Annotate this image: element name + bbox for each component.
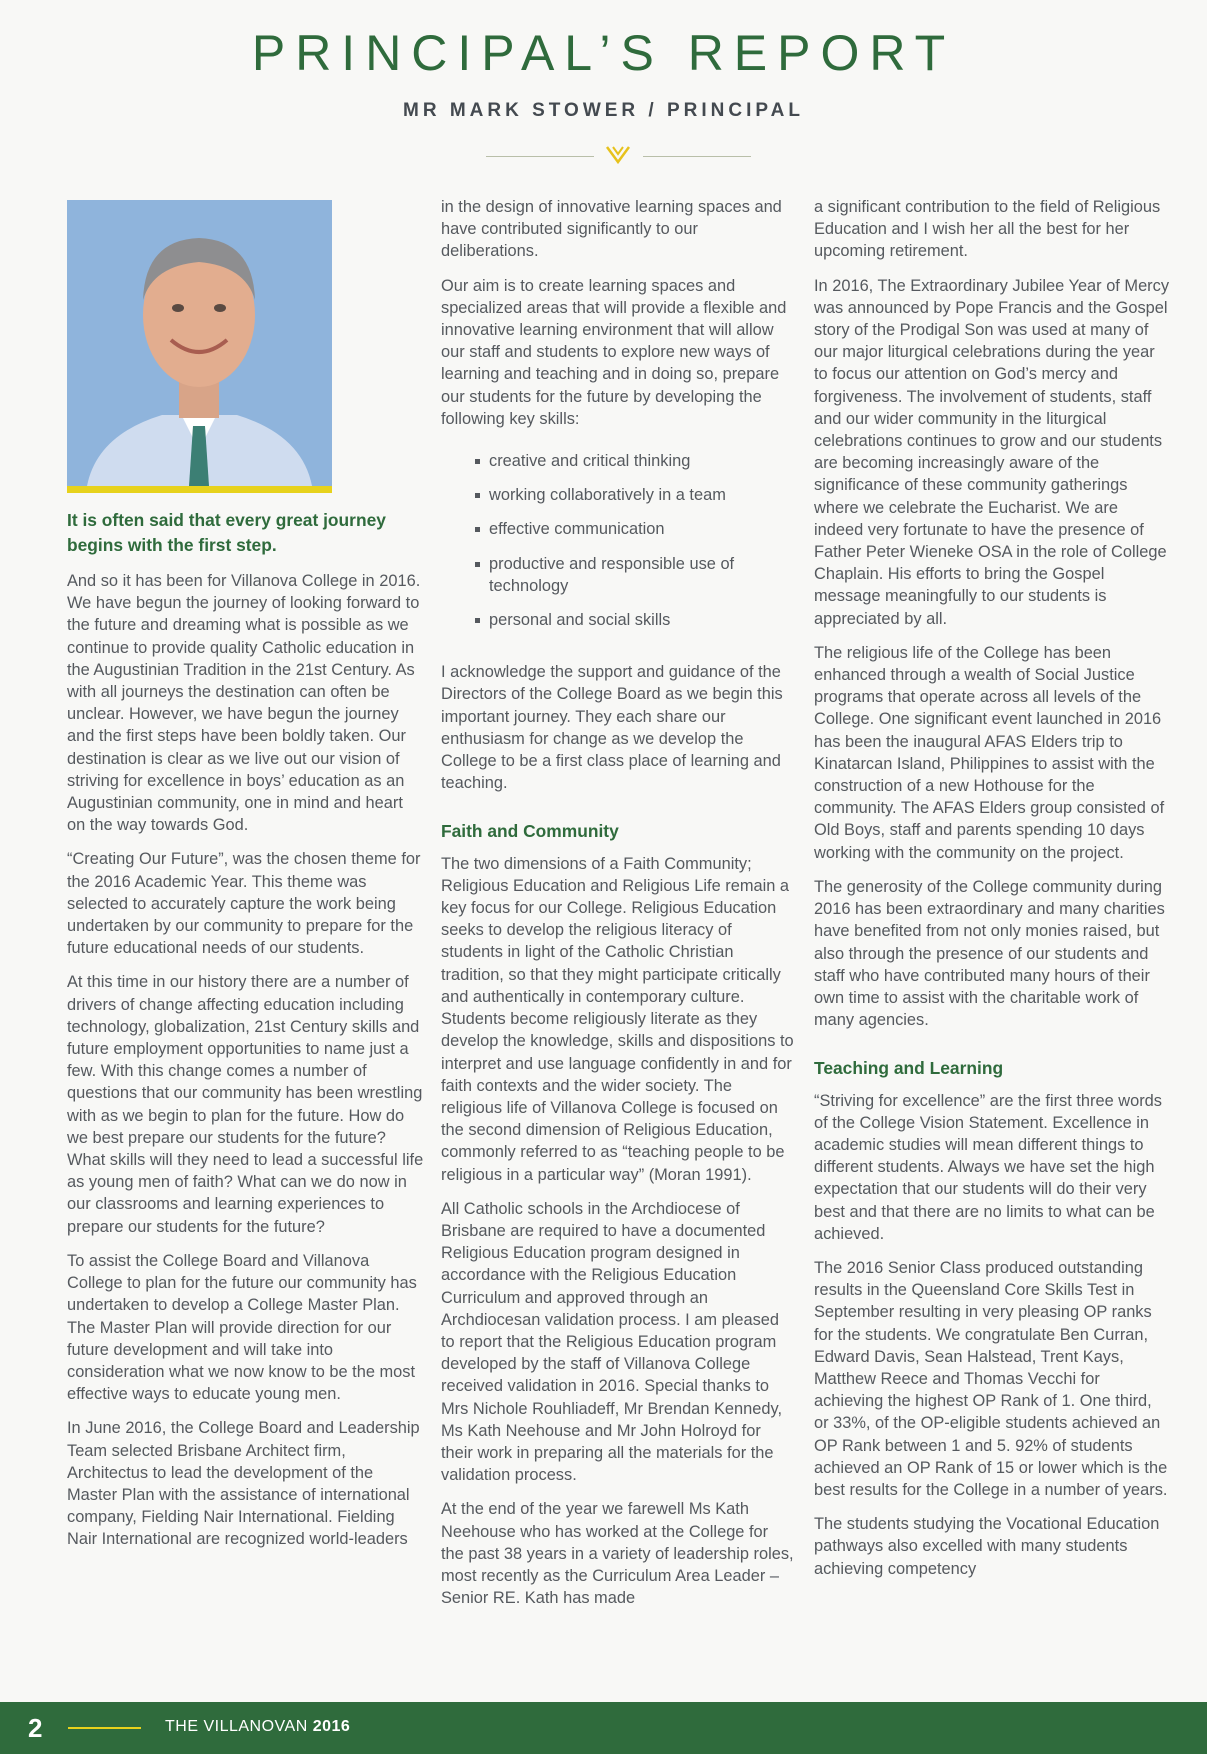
key-skills-list — [441, 450, 795, 631]
column-2 — [441, 196, 795, 1621]
paragraph: The generosity of the College community during 2016 has been extraordinary and many charities have benefited from not only monies raised, but also through the presence of our students and staff who have contributed many hours of their own time to assist with the charitable work of many agencies. — [814, 877, 1165, 1030]
paragraph: I acknowledge the support and guidance of the Directors of the College Board as we begin this important journey. They each share our enthusiasm for change as we develop the College to be a first class place of learning and teaching. — [441, 663, 783, 793]
list-item: creative and critical thinking — [475, 450, 795, 472]
paragraph: in the design of innovative learning spaces and have contributed significantly to our deliberations. — [441, 198, 782, 261]
page-title: PRINCIPAL’S REPORT — [251, 25, 956, 81]
paragraph: At this time in our history there are a number of drivers of change affecting education including technology, globalization, 21st Century skills and future employment opportunities to name just a few. With this change comes a number of questions that our community has been wrestling with as we begin to plan for the future. How do we best prepare our students for the future? What skills will they need to lead a successful life as young men of faith? What can we do now in our classrooms and learning experiences to prepare our students for the future? — [67, 973, 424, 1236]
page-number: 2 — [28, 1713, 43, 1743]
column-3 — [814, 196, 1170, 1592]
list-item: personal and social skills — [475, 609, 795, 631]
principal-portrait-icon — [67, 200, 332, 486]
paragraph: To assist the College Board and Villanova College to plan for the future our community has undertaken to develop a College Master Plan. The Master Plan will provide direction for our future development and will take into consideration what we now know to be the most effective ways to educate young men. — [67, 1251, 417, 1404]
list-item: productive and responsible use of technology — [475, 553, 795, 597]
paragraph: The religious life of the College has been enhanced through a wealth of Social Justice programs that operate across all levels of the College. One significant event launched in 2016 has been the inaugural AFAS Elders trip to Kinatarcan Island, Philippines to assist with the construction of a new Hothouse for the community. The AFAS Elders group consisted of Old Boys, staff and parents spending 10 days working with the community on the project. — [814, 643, 1165, 862]
paragraph: “Striving for excellence” are the first three words of the College Vision Statement. Excellence in academic studies will mean different things to different students. Always we have set the high expectation that our students will do their very best and that there are no limits to what can be achieved. — [814, 1091, 1162, 1243]
footer-rule — [68, 1727, 141, 1729]
section-heading-faith: Faith and Community — [441, 821, 619, 842]
list-item: working collaboratively in a team — [475, 484, 795, 506]
lead-quote: It is often said that every great journey begins with the first step. — [67, 510, 386, 555]
paragraph: Our aim is to create learning spaces and specialized areas that will provide a flexible and innovative learning environment that will allow our staff and students to explore new ways of learning and teaching and in doing so, prepare our students for the future by developing the following key skills: — [441, 276, 787, 428]
publication-title: THE VILLANOVAN — [165, 1718, 308, 1735]
page-footer — [0, 1702, 1207, 1754]
v-emblem-icon — [604, 144, 632, 164]
ornament-rule-right — [643, 156, 751, 157]
paragraph: a significant contribution to the field of Religious Education and I wish her all the best for her upcoming retirement. — [814, 198, 1161, 261]
publication-year: 2016 — [312, 1718, 351, 1735]
paragraph: “Creating Our Future”, was the chosen theme for the 2016 Academic Year. This theme was selected to accurately capture the work being undertaken by our community to prepare for the future educational needs of our students. — [67, 850, 421, 958]
publication-name — [165, 1718, 350, 1736]
paragraph: In June 2016, the College Board and Leadership Team selected Brisbane Architect firm, Architectus to lead the development of the Master Plan with the assistance of international company, Fielding Nair International. Fielding Nair International are recognized world-leaders — [67, 1419, 420, 1549]
paragraph: And so it has been for Villanova College in 2016. We have begun the journey of looking forward to the future and dreaming what is possible as we continue to provide quality Catholic education in the Augustinian Tradition in the 21st Century. As with all journeys the destination can often be unclear. However, we have begun the journey and the first steps have been boldly taken. Our destination is clear as we live out our vision of striving for excellence in boys’ education as an Augustinian community, one in mind and heart on the way towards God. — [67, 572, 421, 835]
paragraph: All Catholic schools in the Archdiocese of Brisbane are required to have a documented Religious Education program designed in accordance with the Religious Education Curriculum and approved through an Archdiocesan validation process. I am pleased to report that the Religious Education program developed by the staff of Villanova College received validation in 2016. Special thanks to Mrs Nichole Rouhliadeff, Mr Brendan Kennedy, Ms Kath Neehouse and Mr John Holroyd for their work in preparing all the materials for the validation process. — [441, 1199, 783, 1485]
principal-photo — [67, 200, 332, 493]
author-byline: MR MARK STOWER / PRINCIPAL — [403, 100, 804, 121]
paragraph: The two dimensions of a Faith Community; Religious Education and Religious Life remain a key focus for our College. Religious Education seeks to develop the religious literacy of students in light of the Catholic Christian tradition, so that they might participate critically and authentically in contemporary culture. Students become religiously literate as they develop the knowledge, skills and dispositions to interpret and use language confidently in and for faith contexts and the wider society. The religious life of Villanova College is focused on the second dimension of Religious Education, commonly referred to as “teaching people to be religious in a particular way” (Moran 1991). — [441, 854, 794, 1184]
column-1 — [67, 508, 424, 1563]
title-ornament — [486, 142, 751, 168]
paragraph: The students studying the Vocational Education pathways also excelled with many students achieving competency — [814, 1515, 1160, 1578]
paragraph: In 2016, The Extraordinary Jubilee Year of Mercy was announced by Pope Francis and the Gospel story of the Prodigal Son was used at many of our major liturgical celebrations during the year to focus our attention on God’s mercy and forgiveness. The involvement of students, staff and our wider community in the liturgical celebrations continues to grow and our students are becoming increasingly aware of the significance of these community gatherings where we celebrate the Eucharist. We are indeed very fortunate to have the presence of Father Peter Wieneke OSA in the role of College Chaplain. His efforts to bring the Gospel message meaningfully to our students is appreciated by all. — [814, 276, 1170, 628]
paragraph: At the end of the year we farewell Ms Kath Neehouse who has worked at the College for the past 38 years in a variety of leadership roles, most recently as the Curriculum Area Leader – Senior RE. Kath has made — [441, 1500, 794, 1608]
ornament-rule-left — [486, 156, 594, 157]
section-heading-teaching: Teaching and Learning — [814, 1058, 1004, 1079]
paragraph: The 2016 Senior Class produced outstanding results in the Queensland Core Skills Test in September resulting in very pleasing OP ranks for the students. We congratulate Ben Curran, Edward Davis, Sean Halstead, Trent Kays, Matthew Reece and Thomas Vecchi for achieving the highest OP Rank of 1. One third, or 33%, of the OP-eligible students achieved an OP Rank between 1 and 5. 92% of students achieved an OP Rank of 15 or lower which is the best results for the College in a number of years. — [814, 1258, 1168, 1499]
list-item: effective communication — [475, 518, 795, 540]
